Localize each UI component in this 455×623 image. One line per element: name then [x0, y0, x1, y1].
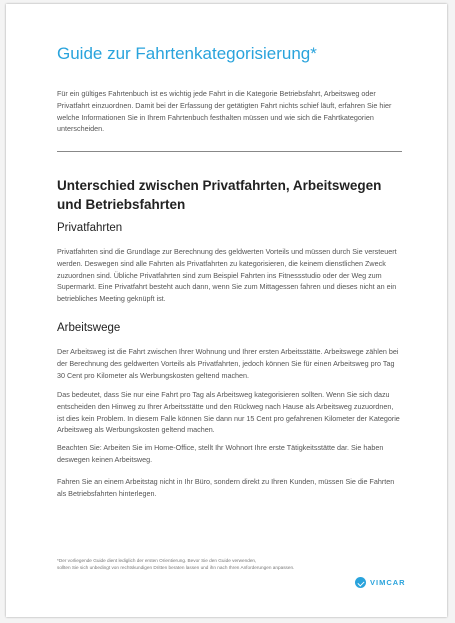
document-title: Guide zur Fahrtenkategorisierung* [57, 44, 317, 63]
intro-paragraph: Für ein gültiges Fahrtenbuch ist es wichtig jede Fahrt in die Kategorie Betriebsfahrt, Arbeitsweg oder Privatfahrt einzuordnen. Damit bei der Erfassung der getätigten Fahrt nichts schief läuft, erfahren Sie hier welche Informationen Sie in Ihrem Fahrtenbuch festhalten müssen und wie sich die Fahrtkategorien unterscheiden. [57, 89, 392, 134]
footnote-line-1: *Der vorliegende Guide dient lediglich der ersten Orientierung. Bevor Sie den Guide verwenden, [57, 558, 257, 563]
vimcar-check-icon [355, 577, 366, 588]
document-page [6, 4, 447, 617]
arbeitswege-paragraph-2: Das bedeutet, dass Sie nur eine Fahrt pro Tag als Arbeitsweg kategorisieren sollten. Wenn Sie sich dazu entscheiden den Hinweg zu Ihrer Arbeitsstätte und den Rückweg nach Hause als Arbeitsweg zuzuordnen, ist dies kein Problem. In diesem Falle können Sie dann nur 15 Cent pro gefahrenen Kilometer der Kategorie Arbeitsweg als Werbungskosten geltend machen. [57, 390, 400, 435]
vimcar-logo [355, 577, 406, 588]
main-heading: Unterschied zwischen Privatfahrten, Arbeitswegen und Betriebsfahrten [57, 178, 382, 212]
logo-text: VIMCAR [370, 578, 406, 587]
arbeitswege-paragraph-3: Beachten Sie: Arbeiten Sie im Home-Office, stellt Ihr Wohnort Ihre erste Tätigkeitsstätte dar. Sie haben deswegen keinen Arbeitsweg. [57, 443, 384, 464]
footnote-line-2: sollten Sie sich unbedingt von rechtskundigen Dritten beraten lassen und ihn nach Ihren Anforderungen anpassen. [57, 565, 295, 570]
arbeitswege-paragraph-1: Der Arbeitsweg ist die Fahrt zwischen Ihrer Wohnung und Ihrer ersten Arbeitsstätte. Arbeitswege zählen bei der Berechnung des geldwerten Vorteils als Privatfahrten, jedoch können Sie für einen Arbeitsweg pro Tag 30 Cent pro Kilometer als Werbungskosten geltend machen. [57, 347, 399, 380]
section-divider [57, 151, 402, 152]
section-heading-privatfahrten: Privatfahrten [57, 222, 123, 234]
section-heading-arbeitswege: Arbeitswege [57, 322, 121, 334]
privatfahrten-paragraph: Privatfahrten sind die Grundlage zur Berechnung des geldwerten Vorteils und müssen durch Sie versteuert werden. Deswegen sind alle Fahrten als Privatfahrten zu kategorisieren, die keinem dienstlichen Zweck zuzuordnen sind. Übliche Privatfahrten sind zum Beispiel Fahrten ins Fitnessstudio oder der Weg zum Supermarkt. Eine Privatfahrt besteht auch dann, wenn Sie zum Mittagessen fahren und dieses nicht an ein betriebliches Meeting geknüpft ist. [57, 247, 397, 304]
footnote [57, 557, 357, 571]
arbeitswege-paragraph-4: Fahren Sie an einem Arbeitstag nicht in Ihr Büro, sondern direkt zu Ihren Kunden, müssen Sie die Fahrten als Betriebsfahrten hinterlegen. [57, 477, 395, 498]
